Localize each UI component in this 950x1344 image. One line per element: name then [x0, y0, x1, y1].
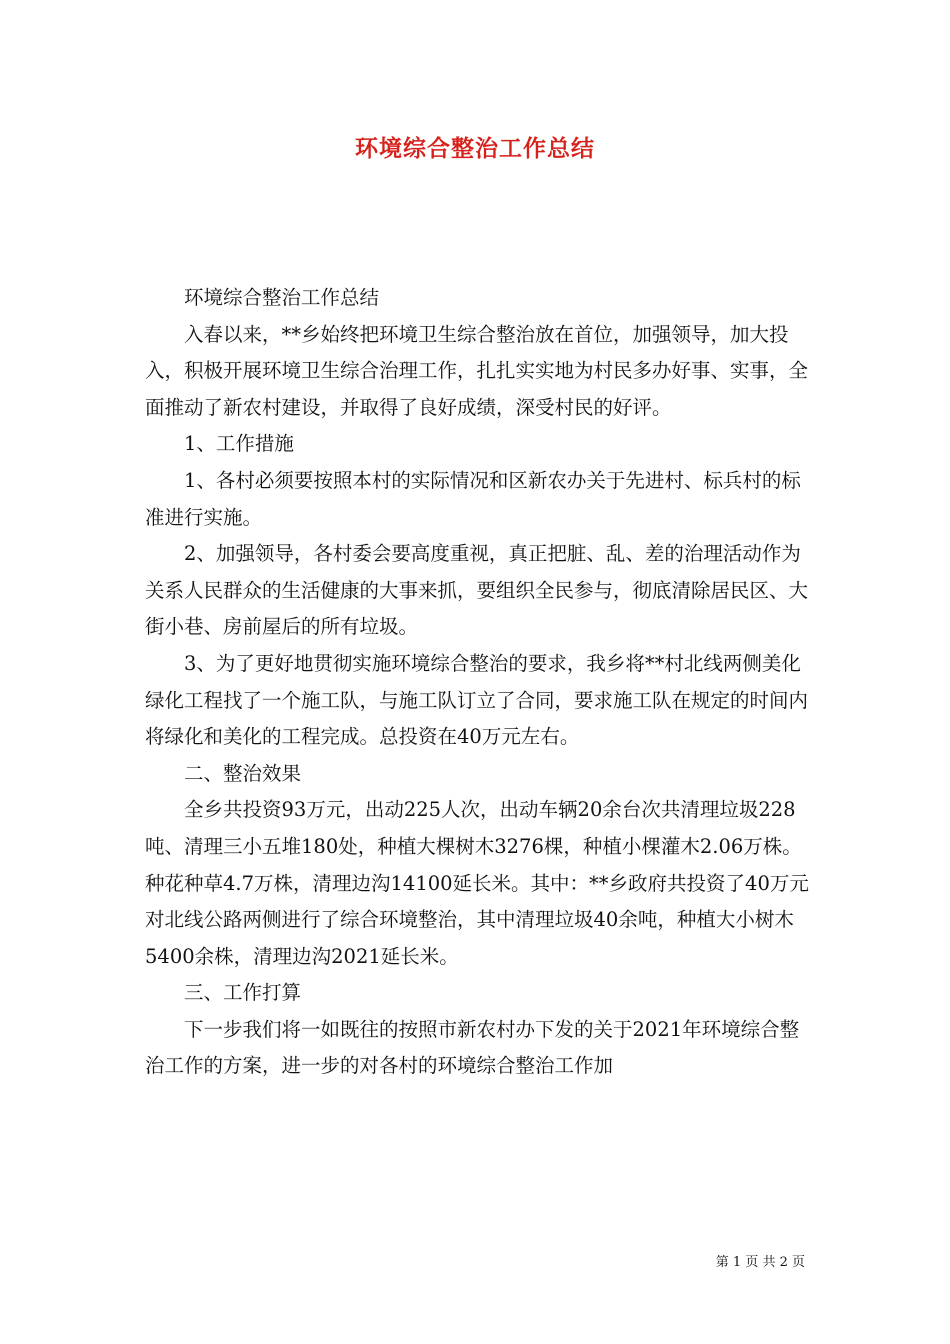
section-heading-results: 二、整治效果	[184, 761, 302, 785]
paragraph-measure-1: 1、各村必须要按照本村的实际情况和区新农办关于先进村、标兵村的标准进行实施。	[145, 468, 801, 529]
paragraph-results: 全乡共投资93万元，出动225人次，出动车辆20余台次共清理垃圾228吨、清理三小五堆180处，种植大棵树木3276棵，种植小棵灌木2.06万株。种花种草4.7万株，清理边沟14100延长米。其中：**乡政府共投资了40万元对北线公路两侧进行了综合环境整治，其中清理垃圾40余吨，种植大小树木5400余株，清理边沟2021延长米。	[145, 798, 809, 968]
section-heading-measures: 1、工作措施	[184, 432, 294, 456]
paragraph-measure-3: 3、为了更好地贯彻实施环境综合整治的要求，我乡将**村北线两侧美化绿化工程找了一个施工队，与施工队订立了合同，要求施工队在规定的时间内将绿化和美化的工程完成。总投资在40万元左右。	[145, 651, 809, 749]
section-heading-plans: 三、工作打算	[184, 981, 302, 1005]
paragraph-measure-2: 2、加强领导，各村委会要高度重视，真正把脏、乱、差的治理活动作为关系人民群众的生活健康的大事来抓，要组织全民参与，彻底清除居民区、大街小巷、房前屋后的所有垃圾。	[145, 542, 809, 639]
document-body	[145, 280, 810, 1085]
paragraph-plans: 下一步我们将一如既往的按照市新农村办下发的关于2021年环境综合整治工作的方案，进一步的对各村的环境综合整治工作加	[145, 1017, 800, 1078]
page-number-footer: 第 1 页 共 2 页	[715, 1255, 805, 1270]
paragraph-heading: 环境综合整治工作总结	[184, 286, 380, 309]
document-title: 环境综合整治工作总结	[355, 135, 595, 162]
paragraph-intro: 入春以来，**乡始终把环境卫生综合整治放在首位，加强领导，加大投入，积极开展环境卫生综合治理工作，扎扎实实地为村民多办好事、实事，全面推动了新农村建设，并取得了良好成绩，深受村民的好评。	[145, 322, 809, 419]
